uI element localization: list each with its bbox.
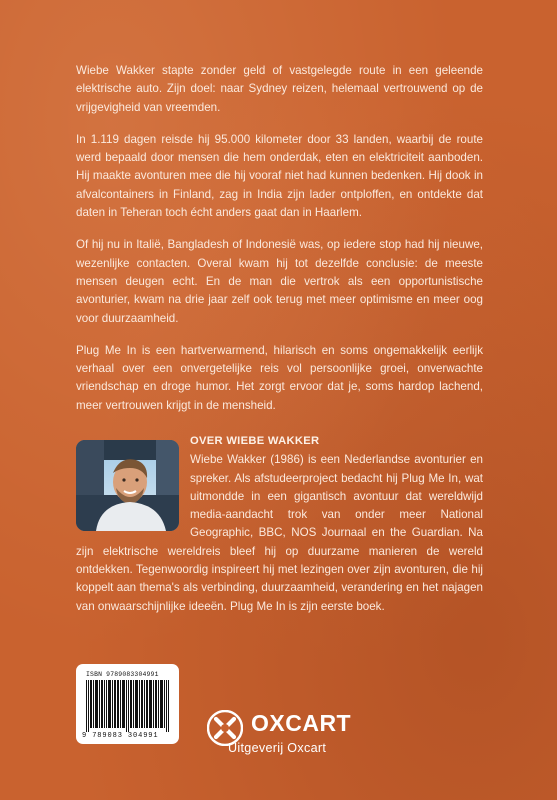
blurb-paragraph: Wiebe Wakker stapte zonder geld of vastgelegde route in een geleende elektrische auto. Zijn doel: naar Sydney reizen, helemaal vertrouwend op de vrijgevigheid van vreemden. bbox=[76, 64, 483, 114]
isbn-label: ISBN 9789083304991 bbox=[86, 671, 159, 678]
blurb-paragraph: Of hij nu in Italië, Bangladesh of Indonesië was, op iedere stop had hij nieuwe, wezenlijke contacten. Overal kwam hij tot dezelfde conclusie: de meeste mensen deugen echt. En de man die vertrok als een opportunistische avonturier, kwam na drie jaar zelf ook terug met meer optimisme en meer oog voor duurzaamheid. bbox=[76, 238, 483, 325]
barcode-bars bbox=[86, 680, 170, 732]
publisher-name: OXCART bbox=[251, 710, 352, 736]
blurb-paragraph: Plug Me In is een hartverwarmend, hilarisch en soms ongemakkelijk eerlijk verhaal over een onvergetelijke reis vol persoonlijke groei, onverwachte vriendschap en droge humor. Het zorgt ervoor dat je, soms hardop lachend, meer vertrouwen krijgt in de mensheid. bbox=[76, 343, 483, 412]
barcode bbox=[76, 664, 179, 744]
author-bio: Wiebe Wakker (1986) is een Nederlandse avonturier en spreker. Als afstudeerproject bedacht hij Plug Me In, wat uitmondde in een gigantisch avontuur dat wereldwijd media-aandacht trok van onder meer National Geographic, BBC, NOS Journaal en the Guardian. Na zijn elektrische wereldreis bleef hij op duurzame manieren de wereld ontdekken. Tegenwoordig inspireert hij met lezingen over zijn avonturen, die hij koppelt aan thema's als verbinding, duurzaamheid, verandering en het najagen van onwaarschijnlijke ideeën. Plug Me In is zijn eerste boek. bbox=[76, 453, 483, 613]
isbn-digits: 9 789083 304991 bbox=[82, 732, 159, 740]
author-heading: OVER WIEBE WAKKER bbox=[190, 435, 320, 447]
publisher-logo bbox=[207, 708, 377, 758]
author-photo bbox=[76, 440, 179, 531]
blurb bbox=[76, 62, 483, 429]
blurb-paragraph: In 1.119 dagen reisde hij 95.000 kilometer door 33 landen, waarbij de route werd bepaald door mensen die hem onderdak, eten en elektriciteit aanboden. Hij maakte avonturen mee die hij vooraf niet had kunnen bedenken. Hij dook in afvalcontainers in Finland, zag in India zijn lader ontploffen, en ontdekte dat daten in Teheran toch écht anders gaat dan in Haarlem. bbox=[76, 132, 483, 220]
publisher-imprint: Uitgeverij Oxcart bbox=[228, 741, 327, 755]
